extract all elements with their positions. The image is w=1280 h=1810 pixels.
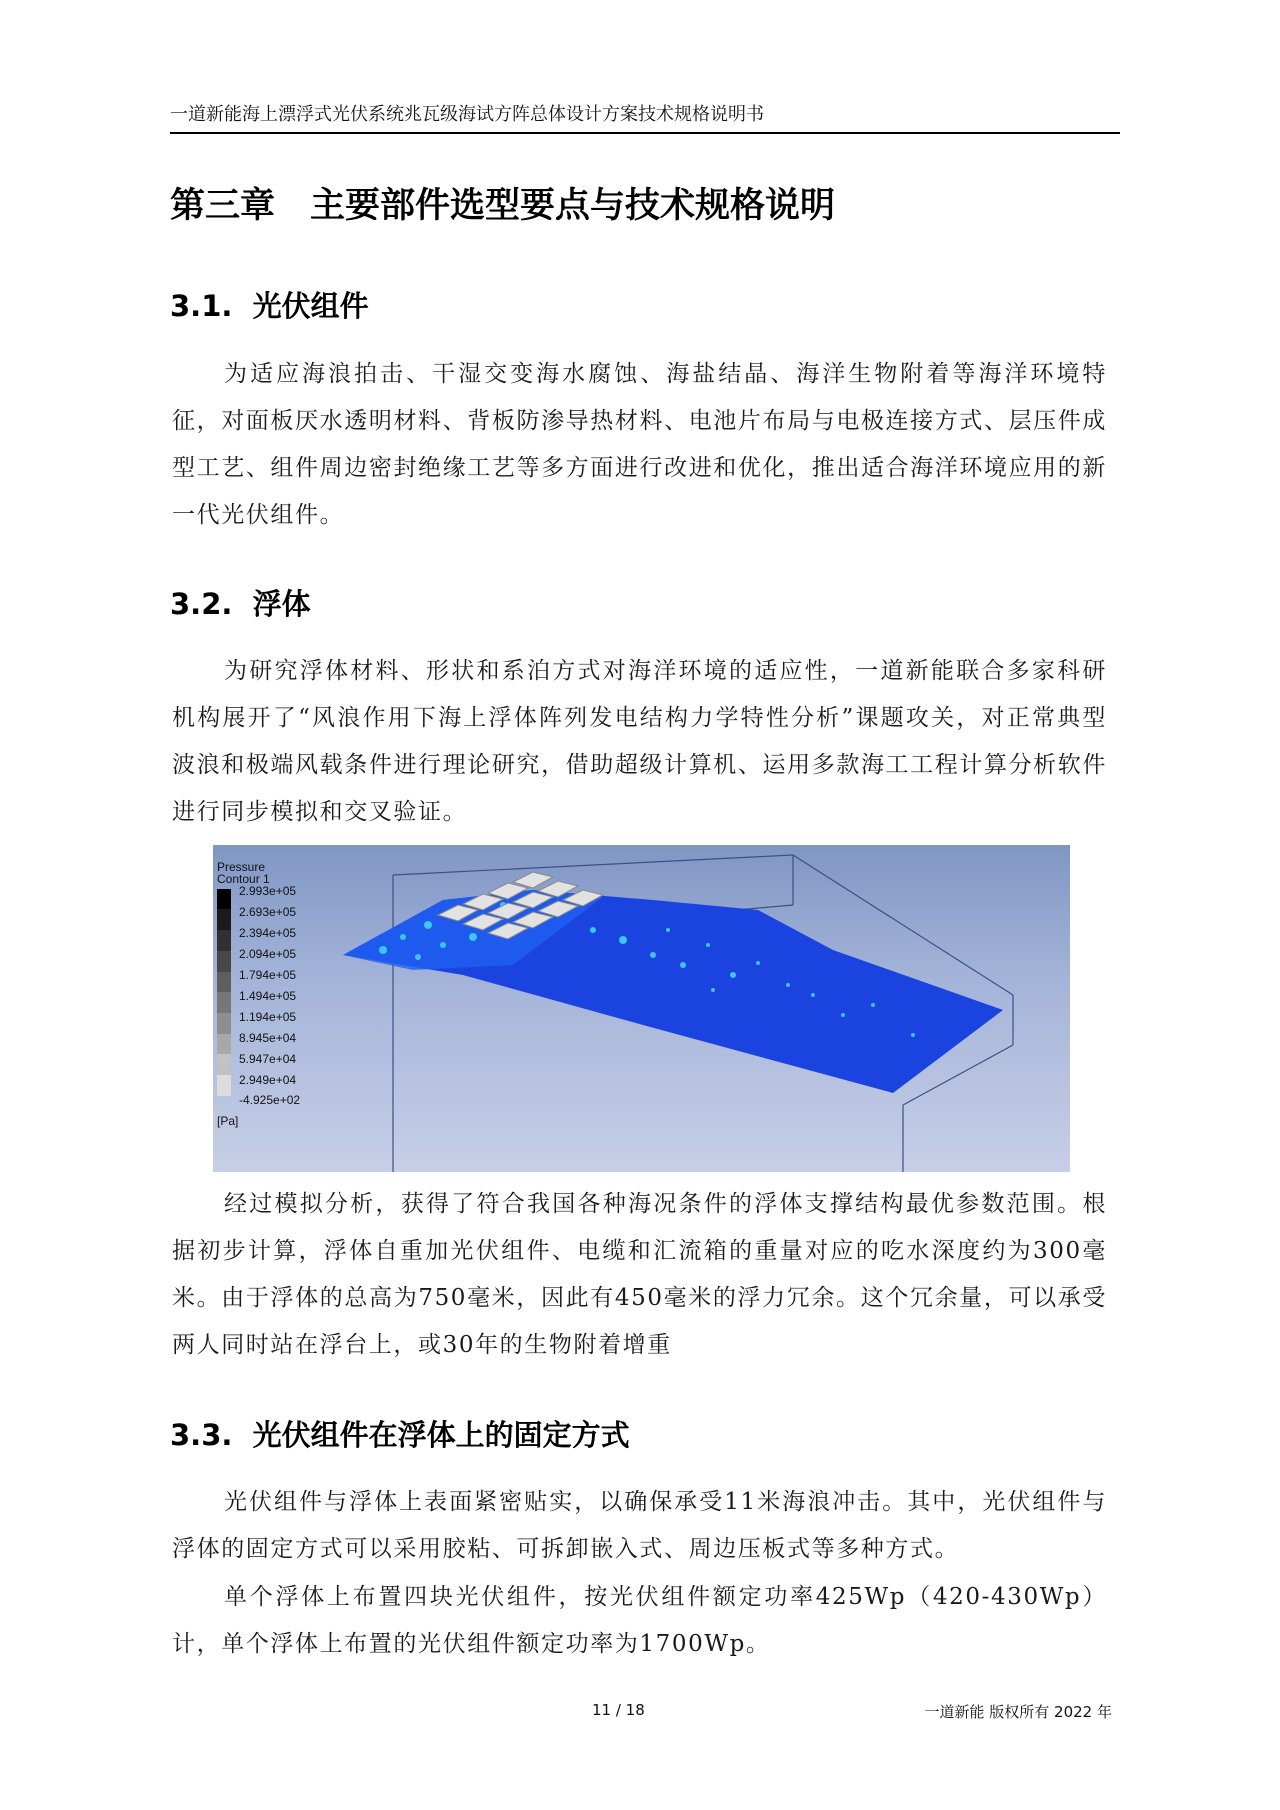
legend-value: -4.925e+02 bbox=[239, 1093, 301, 1107]
legend-title-pressure: Pressure bbox=[217, 860, 266, 874]
legend-value: 1.794e+05 bbox=[239, 968, 297, 982]
legend-value: 2.394e+05 bbox=[239, 926, 297, 940]
section-heading-3-1: 3.1. 光伏组件 bbox=[170, 289, 369, 323]
legend-value: 2.094e+05 bbox=[239, 947, 297, 961]
section-3-1-paragraph: 为适应海浪拍击、干湿交变海水腐蚀、海盐结晶、海洋生物附着等海洋环境特征，对面板厌水透明材料、背板防渗导热材料、电池片布局与电极连接方式、层压件成型工艺、组件周边密封绝缘工艺等多方面进行改进和优化，推出适合海洋环境应用的新一代光伏组件。 bbox=[172, 361, 1107, 528]
section-3-3-paragraph-2: 单个浮体上布置四块光伏组件，按光伏组件额定功率425Wp（420-430Wp）计，单个浮体上布置的光伏组件额定功率为1700Wp。 bbox=[172, 1584, 1107, 1657]
running-header: 一道新能海上漂浮式光伏系统兆瓦级海试方阵总体设计方案技术规格说明书 bbox=[170, 100, 1120, 134]
legend-value: 5.947e+04 bbox=[239, 1052, 297, 1066]
legend-title-contour: Contour 1 bbox=[217, 872, 270, 886]
chapter-title: 第三章 主要部件选型要点与技术规格说明 bbox=[170, 186, 836, 226]
section-3-2-paragraph-1: 为研究浮体材料、形状和系泊方式对海洋环境的适应性，一道新能联合多家科研机构展开了“风浪作用下海上浮体阵列发电结构力学特性分析”课题攻关，对正常典型波浪和极端风载条件进行理论研究，借助超级计算机、运用多款海工工程计算分析软件进行同步模拟和交叉验证。 bbox=[172, 658, 1107, 825]
page-number: 11 / 18 bbox=[592, 1701, 645, 1719]
legend-color-bar bbox=[217, 889, 231, 1096]
legend-value: 2.693e+05 bbox=[239, 905, 297, 919]
simulation-render bbox=[213, 845, 1070, 1172]
section-heading-3-2: 3.2. 浮体 bbox=[170, 587, 311, 621]
legend-value: 1.194e+05 bbox=[239, 1010, 297, 1024]
section-3-2-paragraph-2: 经过模拟分析，获得了符合我国各种海况条件的浮体支撑结构最优参数范围。根据初步计算，浮体自重加光伏组件、电缆和汇流箱的重量对应的吃水深度约为300毫米。由于浮体的总高为750毫米，因此有450毫米的浮力冗余。这个冗余量，可以承受两人同时站在浮台上，或30年的生物附着增重 bbox=[172, 1191, 1107, 1358]
pressure-contour-figure bbox=[213, 845, 1070, 1172]
legend-value: 1.494e+05 bbox=[239, 989, 297, 1003]
legend-unit: [Pa] bbox=[217, 1114, 239, 1128]
legend-value: 8.945e+04 bbox=[239, 1031, 297, 1045]
copyright-notice: 一道新能 版权所有 2022 年 bbox=[924, 1703, 1112, 1721]
section-3-3-paragraph-1: 光伏组件与浮体上表面紧密贴实，以确保承受11米海浪冲击。其中，光伏组件与浮体的固定方式可以采用胶粘、可拆卸嵌入式、周边压板式等多种方式。 bbox=[172, 1489, 1107, 1562]
legend-value: 2.949e+04 bbox=[239, 1073, 297, 1087]
legend-value: 2.993e+05 bbox=[239, 884, 297, 898]
section-heading-3-3: 3.3. 光伏组件在浮体上的固定方式 bbox=[170, 1418, 630, 1452]
